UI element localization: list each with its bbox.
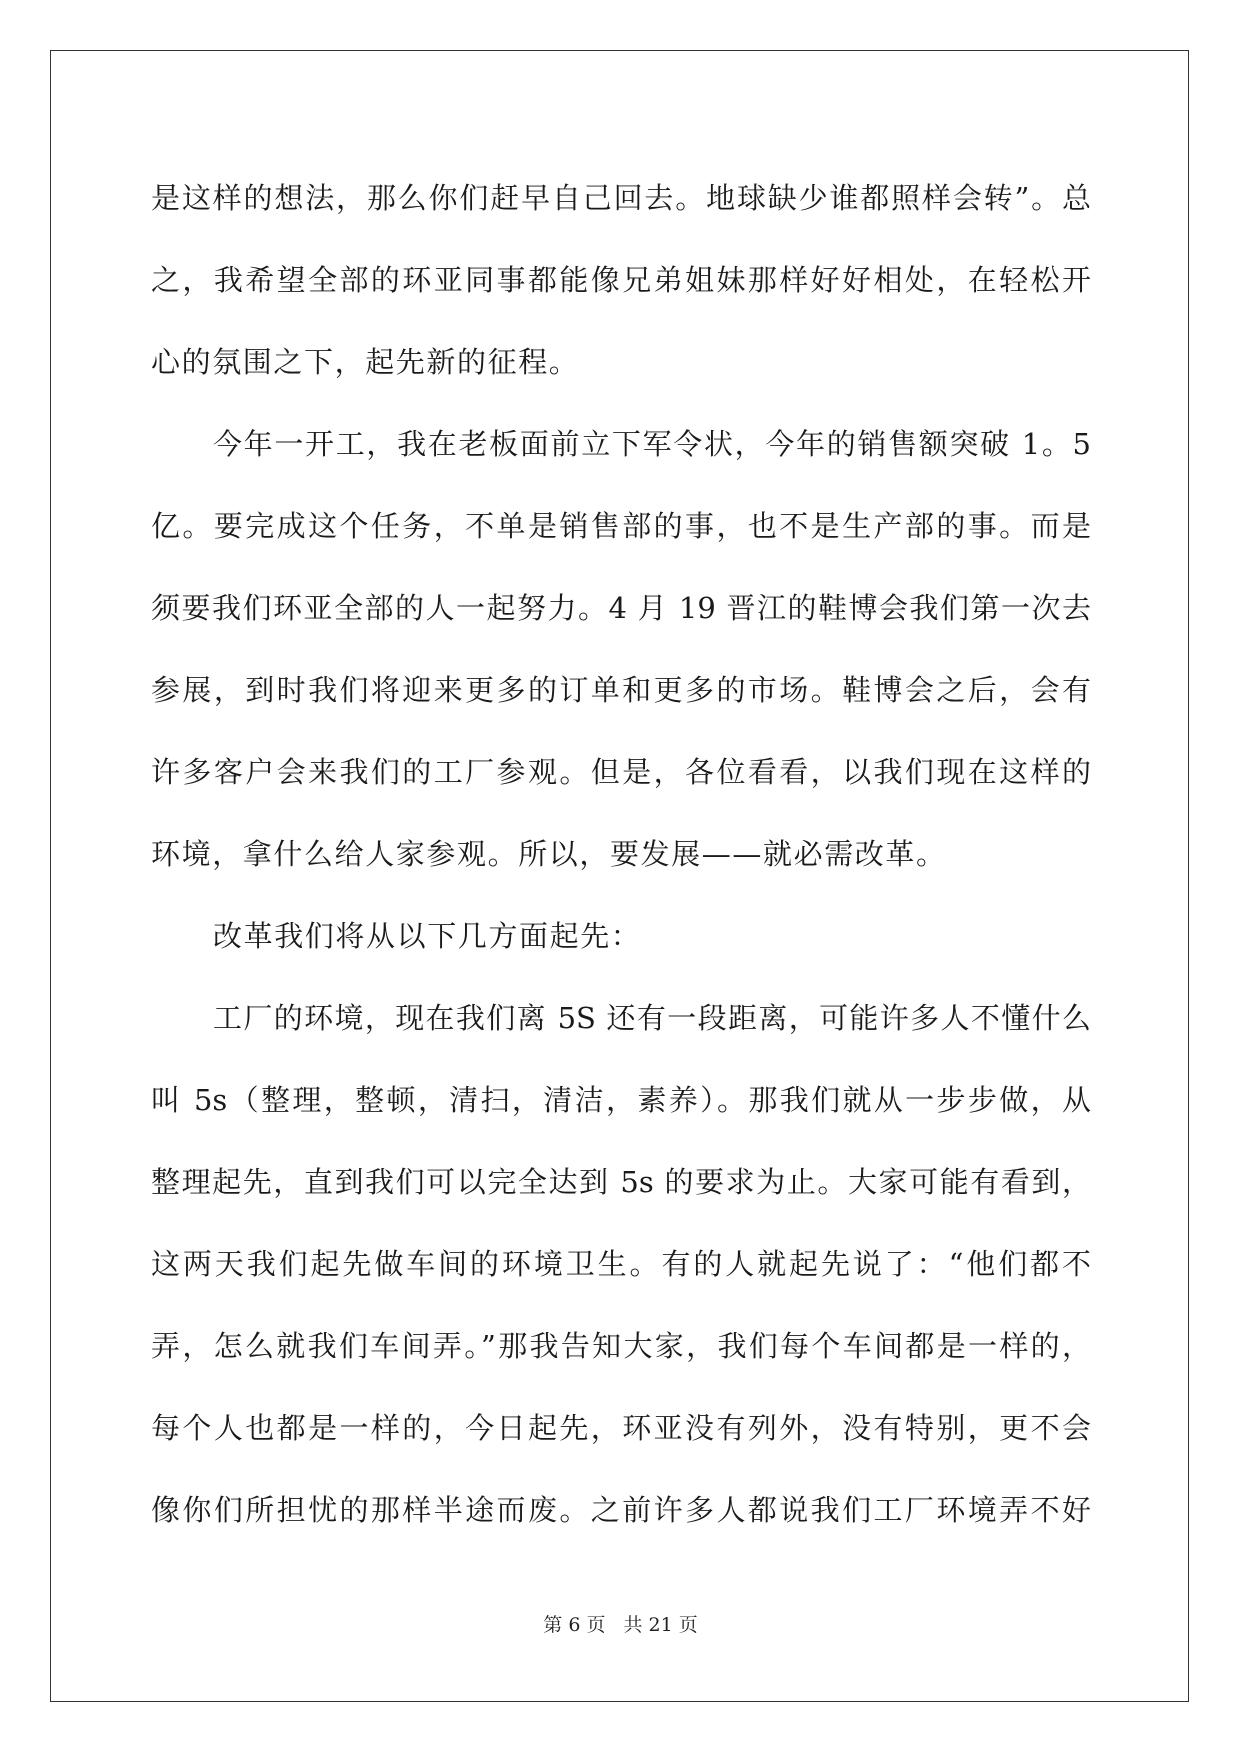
total-pages: 共 21 页 (623, 1614, 698, 1636)
text-line: 这两天我们起先做车间的环境卫生。有的人就起先说了：“他们都不 (151, 1247, 1091, 1281)
text-line: 参展，到时我们将迎来更多的订单和更多的市场。鞋博会之后，会有 (151, 673, 1091, 707)
text-line: 是这样的想法，那么你们赶早自己回去。地球缺少谁都照样会转”。总 (151, 181, 1091, 215)
text-line: 亿。要完成这个任务，不单是销售部的事，也不是生产部的事。而是 (151, 509, 1091, 543)
text-line: 许多客户会来我们的工厂参观。但是，各位看看，以我们现在这样的 (151, 755, 1091, 789)
page-footer (0, 1610, 1241, 1637)
text-line: 像你们所担忧的那样半途而废。之前许多人都说我们工厂环境弄不好 (151, 1493, 1091, 1527)
text-line: 心的氛围之下，起先新的征程。 (151, 345, 580, 379)
text-line: 改革我们将从以下几方面起先： (213, 919, 642, 953)
text-line: 弄，怎么就我们车间弄。”那我告知大家，我们每个车间都是一样的， (151, 1329, 1091, 1363)
text-line: 工厂的环境，现在我们离 5S 还有一段距离，可能许多人不懂什么 (213, 1001, 1091, 1035)
current-page-number: 第 6 页 (543, 1614, 606, 1636)
text-line: 须要我们环亚全部的人一起努力。4 月 19 晋江的鞋博会我们第一次去 (151, 591, 1091, 625)
document-body (151, 157, 1091, 1551)
text-line: 之，我希望全部的环亚同事都能像兄弟姐妹那样好好相处，在轻松开 (151, 263, 1091, 297)
text-line: 环境，拿什么给人家参观。所以，要发展——就必需改革。 (151, 837, 947, 871)
text-line: 每个人也都是一样的，今日起先，环亚没有列外，没有特别，更不会 (151, 1411, 1091, 1445)
text-line: 整理起先，直到我们可以完全达到 5s 的要求为止。大家可能有看到， (151, 1165, 1091, 1199)
text-line: 叫 5s（整理，整顿，清扫，清洁，素养）。那我们就从一步步做，从 (151, 1083, 1091, 1117)
text-line: 今年一开工，我在老板面前立下军令状，今年的销售额突破 1。5 (213, 427, 1091, 461)
